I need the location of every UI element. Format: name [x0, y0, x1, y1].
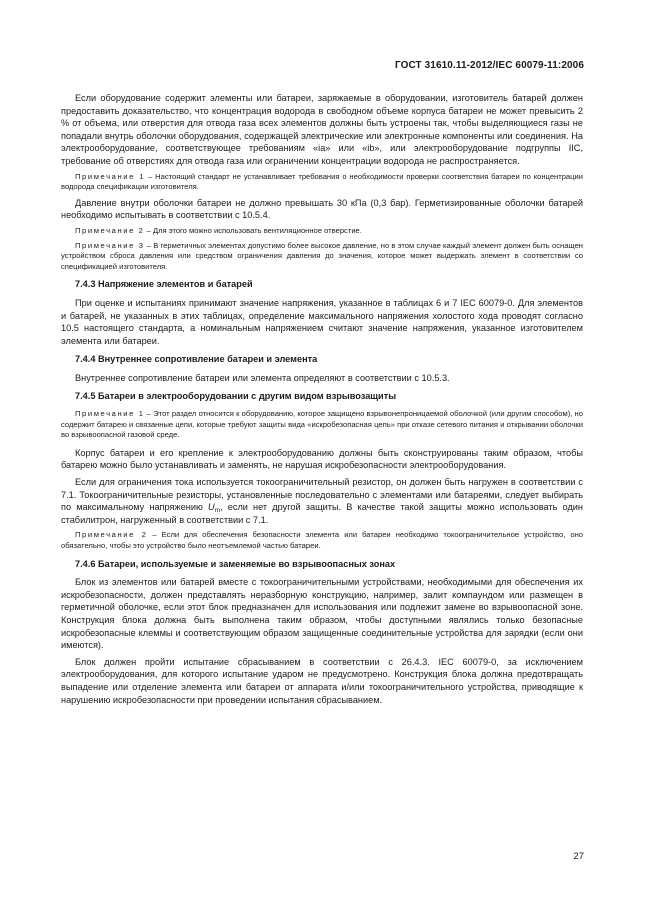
paragraph-text: , если нет другой защиты. В качестве такой защиты можно использовать один стабилитрон, нагруженный в соответствии с 7.1.: [61, 502, 584, 525]
note-1: [61, 172, 583, 193]
note-text: – Если для обеспечения безопасности элемента или батареи необходимо токоограничительное устройство, оно обязательно, чтобы это устройство было неотъемлемой частью батареи.: [61, 530, 583, 550]
note-label: Примечание 2: [75, 530, 148, 540]
page-number: 27: [573, 851, 584, 862]
note-4: [61, 409, 583, 441]
heading-7-4-5: 7.4.5 Батареи в электрооборудовании с другим видом взрывозащиты: [75, 391, 397, 402]
document-body: [61, 92, 583, 710]
heading-7-4-4: 7.4.4 Внутреннее сопротивление батареи и элемента: [75, 354, 318, 365]
note-text: – В герметичных элементах допустимо более высокое давление, но в этом случае каждый элемент должен быть оснащен устройством сброса давления или средством ограничения давления до значения, которое может выдержать элемент в соответствии со спецификацией изготовителя.: [61, 240, 583, 271]
standard-header: ГОСТ 31610.11-2012/IEC 60079-11:2006: [394, 60, 584, 71]
note-label: Примечание 1: [75, 409, 145, 419]
paragraph-voltage: При оценке и испытаниях принимают значение напряжения, указанное в таблицах 6 и 7 IEC 60079-0. Для элементов и батарей, не указанных в этих таблицах, определение максимального напряжения холостого хода проводят согласно 10.5 настоящего стандарта, а номинальным напряжением считают значение напряжения, указанное изготовителем элемента или батареи.: [61, 297, 583, 346]
paragraph-hydrogen: Если оборудование содержит элементы или батареи, заряжаемые в оборудовании, изготовитель батарей должен предоставить доказательство, что концентрация водорода в свободном объеме корпуса батареи не может превысить 2 % от объема, или отверстия для отвода газа всех элементов должны быть устроены так, чтобы выделяющиеся газы не попадали внутрь оболочки оборудования, содержащей электрические или электронные компоненты или соединения. На электрооборудование, соответствующее требованиям «ia» или «ib», или электрооборудование подгруппы IIC, требование об отверстиях для отвода газа или ограничении концентрации водорода не распространяется.: [61, 93, 583, 166]
paragraph-resistance: Внутреннее сопротивление батареи или элемента определяют в соответствии с 10.5.3.: [75, 372, 450, 383]
note-text: – Для этого можно использовать вентиляционное отверстие.: [144, 225, 362, 235]
note-label: Примечание 3: [75, 240, 145, 250]
note-text: – Этот раздел относится к оборудованию, которое защищено взрывонепроницаемой оболочкой (или другим способом), но содержит батарею и связанные цепи, которые требуют защиты вида «искробезопасная цепь» при отказе сетевого питания и открывании оболочки во взрывоопасной газовой среде.: [61, 409, 583, 440]
note-5: [61, 530, 583, 551]
paragraph-text: Если для ограничения тока используется токоограничительный резистор, он должен быть нагружен в соответствии с 7.1. Токоограничительные резисторы, установленные последовательно с элементами или батареями, следует выбирать по максимальному напряжению: [61, 477, 583, 513]
heading-7-4-3: 7.4.3 Напряжение элементов и батарей: [75, 279, 253, 290]
note-label: Примечание 1: [75, 171, 146, 181]
paragraph-drop-test: Блок должен пройти испытание сбрасыванием в соответствии с 26.4.3. IEC 60079-0, за исключением электрооборудования, для которого испытание ударом не предусмотрено. Конструкция блока должна предотвращать выпадение или отделение элемента или батареи от аппарата и/или токоограничительного устройства, приводящие к нарушению искробезопасности при проведении испытания сбрасыванием.: [61, 656, 583, 705]
note-2: [61, 226, 583, 237]
paragraph-current-limiting: [61, 476, 583, 526]
paragraph-battery-housing: Корпус батареи и его крепление к электрооборудованию должны быть сконструированы таким образом, чтобы батарею можно было устанавливать и заменять, не нарушая искробезопасности электрооборудования.: [61, 447, 583, 471]
note-label: Примечание 2: [75, 225, 145, 235]
heading-7-4-6: 7.4.6 Батареи, используемые и заменяемые во взрывоопасных зонах: [75, 558, 396, 569]
voltage-subscript: m: [214, 507, 221, 515]
paragraph-battery-block: Блок из элементов или батарей вместе с токоограничительными устройствами, необходимыми для обеспечения их искробезопасности, должен представлять неразборную конструкцию, например, залит компаундом или размещен в герметичной оболочке, если этот блок предназначен для использования или подлежит замене во взрывоопасной зоне. Конструкция блока должна быть выполнена таким образом, чтобы доступными являлись только безопасные искробезопасные клеммы и соответствующим образом защищенные соединительные устройства для зарядки (если они имеются).: [61, 577, 583, 651]
paragraph-pressure: Давление внутри оболочки батареи не должно превышать 30 кПа (0,3 бар). Герметизированные оболочки батарей необходимо испытывать в соответствии с 10.5.4.: [61, 197, 583, 221]
note-text: – Настоящий стандарт не устанавливает требования о необходимости проверки соответствия батареи по концентрации водорода спецификации изготовителя.: [61, 171, 583, 192]
voltage-symbol: U: [208, 502, 215, 513]
note-3: [61, 241, 583, 273]
